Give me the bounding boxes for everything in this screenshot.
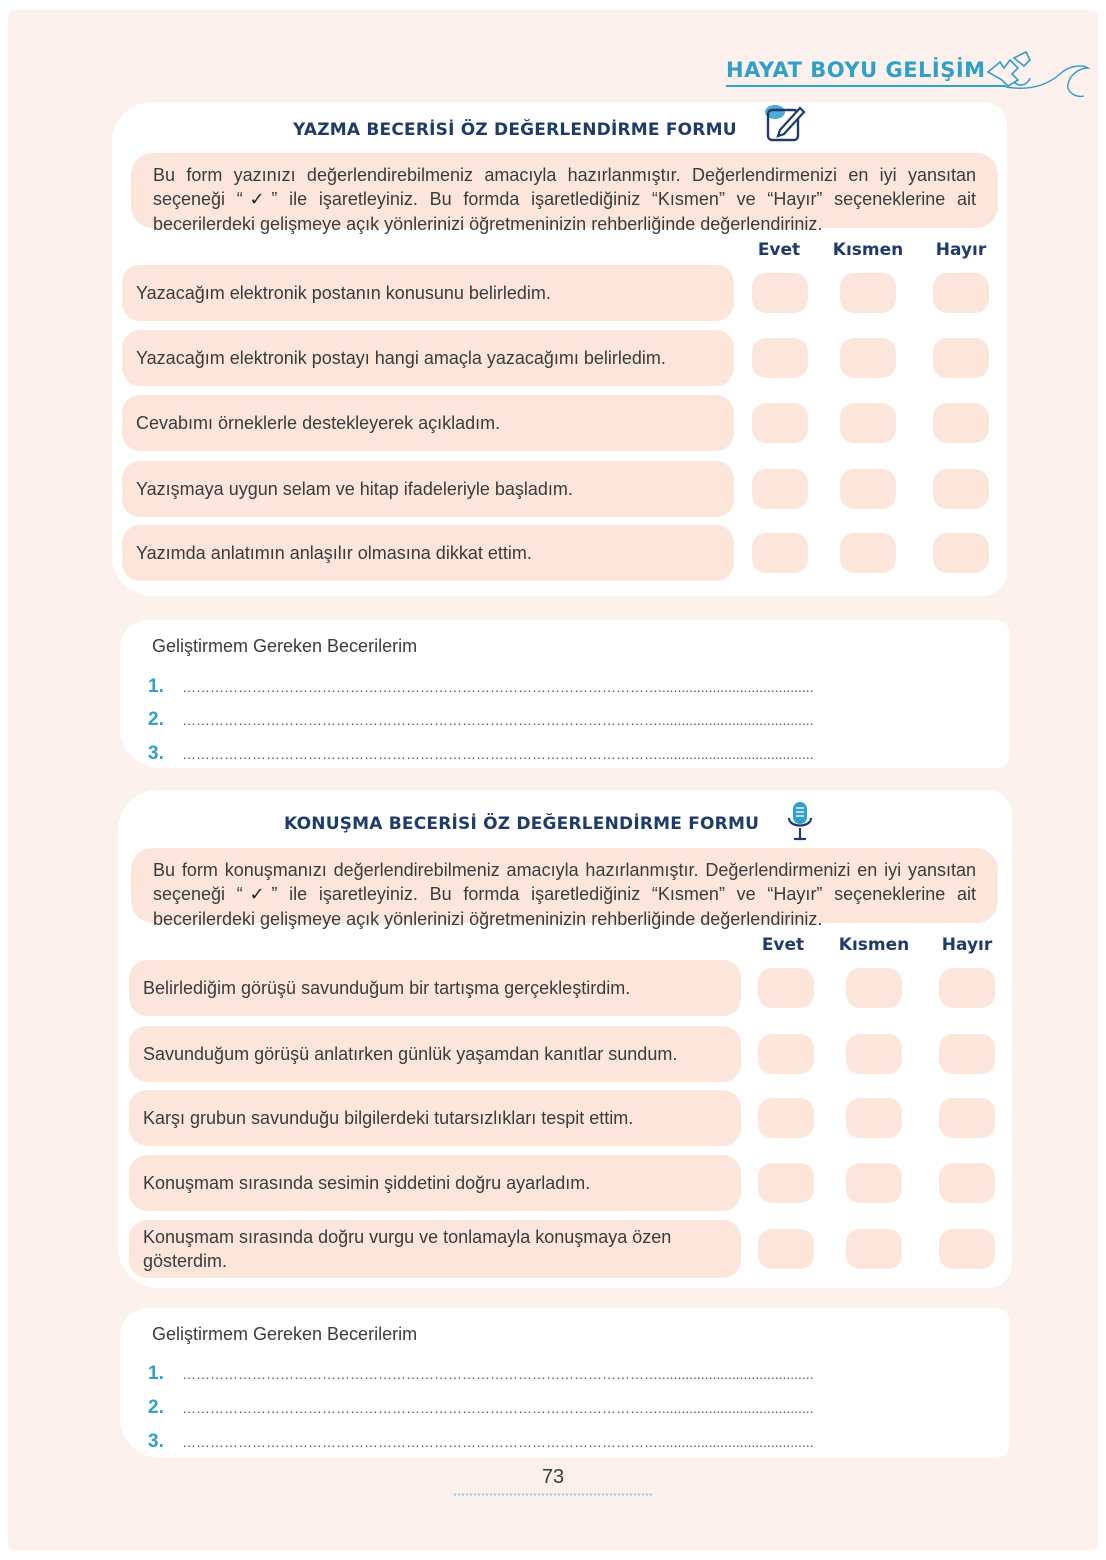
answer-box-hayir[interactable] [939,968,995,1008]
column-header-kismen: Kısmen [832,240,904,260]
column-header-kismen: Kısmen [838,935,910,955]
development-heading: Geliştirmem Gereken Becerilerim [152,636,418,656]
writing-criterion: Yazacağım elektronik postayı hangi amaçla yazacağımı belirledim. [122,330,734,386]
answer-box-hayir[interactable] [933,403,989,443]
answer-box-kismen[interactable] [840,403,896,443]
answer-box-kismen[interactable] [840,338,896,378]
speaking-form-instructions: Bu form konuşmanızı değerlendirebilmeniz amacıyla hazırlanmıştır. Değerlendirmenizi en iyi yansıtan seçeneği “✓” ile işaretleyiniz. Bu formda işaretlediğiniz “Kısmen” ve “Hayır” seçeneklerine ait becerilerdeki gelişmeye açık yönlerinizi öğretmeninizin rehberliğinde değerlendiriniz. [131,848,998,923]
development-line[interactable]: 1. …………………………………………………………………………………………........................................ [148,676,814,697]
development-heading: Geliştirmem Gereken Becerilerim [152,1324,418,1344]
development-line[interactable]: 3. …………………………………………………………………………………………........................................ [148,1431,814,1452]
column-header-evet: Evet [757,240,801,260]
answer-box-kismen[interactable] [840,533,896,573]
answer-box-hayir[interactable] [939,1163,995,1203]
answer-box-kismen[interactable] [846,1098,902,1138]
answer-box-evet[interactable] [752,403,808,443]
column-header-hayir: Hayır [941,935,993,955]
writing-criterion: Yazımda anlatımın anlaşılır olmasına dikkat ettim. [122,525,734,581]
header-title: HAYAT BOYU GELİŞİM [726,58,986,82]
answer-box-evet[interactable] [752,338,808,378]
answer-box-hayir[interactable] [933,469,989,509]
answer-box-kismen[interactable] [846,1229,902,1269]
answer-box-evet[interactable] [758,968,814,1008]
writing-form-title: YAZMA BECERİSİ ÖZ DEĞERLENDİRME FORMU [293,120,737,140]
answer-box-evet[interactable] [752,273,808,313]
development-line[interactable]: 2. …………………………………………………………………………………………........................................ [148,1397,814,1418]
answer-box-evet[interactable] [758,1229,814,1269]
writing-form-instructions: Bu form yazınızı değerlendirebilmeniz amacıyla hazırlanmıştır. Değerlendirmenizi en iyi yansıtan seçeneği “✓” ile işaretleyiniz. Bu formda işaretlediğiniz “Kısmen” ve “Hayır” seçeneklerine ait becerilerdeki gelişmeye açık yönlerinizi öğretmeninizin rehberliğinde değerlendiriniz. [131,153,998,228]
speaking-criterion: Konuşmam sırasında doğru vurgu ve tonlamayla konuşmaya özen gösterdim. [129,1220,741,1278]
speaking-criterion: Konuşmam sırasında sesimin şiddetini doğru ayarladım. [129,1155,741,1211]
answer-box-hayir[interactable] [939,1098,995,1138]
development-line[interactable]: 3. …………………………………………………………………………………………........................................ [148,743,814,764]
answer-box-kismen[interactable] [846,968,902,1008]
answer-box-kismen[interactable] [840,469,896,509]
pencil-edit-icon [762,102,808,144]
answer-box-evet[interactable] [758,1034,814,1074]
answer-box-kismen[interactable] [846,1163,902,1203]
development-line[interactable]: 2. …………………………………………………………………………………………........................................ [148,709,814,730]
column-header-evet: Evet [761,935,805,955]
check-mark-icon: ✓ [242,884,272,905]
header-underline [726,85,1006,87]
writing-criterion: Yazışmaya uygun selam ve hitap ifadeleriyle başladım. [122,461,734,517]
column-header-hayir: Hayır [935,240,987,260]
answer-box-kismen[interactable] [846,1034,902,1074]
answer-box-evet[interactable] [752,533,808,573]
answer-box-evet[interactable] [752,469,808,509]
speaking-criterion: Karşı grubun savunduğu bilgilerdeki tutarsızlıkları tespit ettim. [129,1090,741,1146]
writing-criterion: Cevabımı örneklerle destekleyerek açıkladım. [122,395,734,451]
answer-box-kismen[interactable] [840,273,896,313]
answer-box-evet[interactable] [758,1163,814,1203]
speaking-form-title: KONUŞMA BECERİSİ ÖZ DEĞERLENDİRME FORMU [284,814,760,834]
answer-box-hayir[interactable] [933,273,989,313]
writing-criterion: Yazacağım elektronik postanın konusunu belirledim. [122,265,734,321]
development-line[interactable]: 1. …………………………………………………………………………………………........................................ [148,1363,814,1384]
answer-box-hayir[interactable] [939,1034,995,1074]
answer-box-evet[interactable] [758,1098,814,1138]
answer-box-hayir[interactable] [933,533,989,573]
answer-box-hayir[interactable] [933,338,989,378]
speaking-criterion: Belirlediğim görüşü savunduğum bir tartışma gerçekleştirdim. [129,960,741,1016]
microphone-icon [786,800,814,842]
speaking-criterion: Savunduğum görüşü anlatırken günlük yaşamdan kanıtlar sundum. [129,1026,741,1082]
page-number-decoration [453,1492,653,1497]
page-number: 73 [541,1466,565,1488]
puzzle-icon [984,44,1094,102]
check-mark-icon: ✓ [242,189,272,210]
answer-box-hayir[interactable] [939,1229,995,1269]
